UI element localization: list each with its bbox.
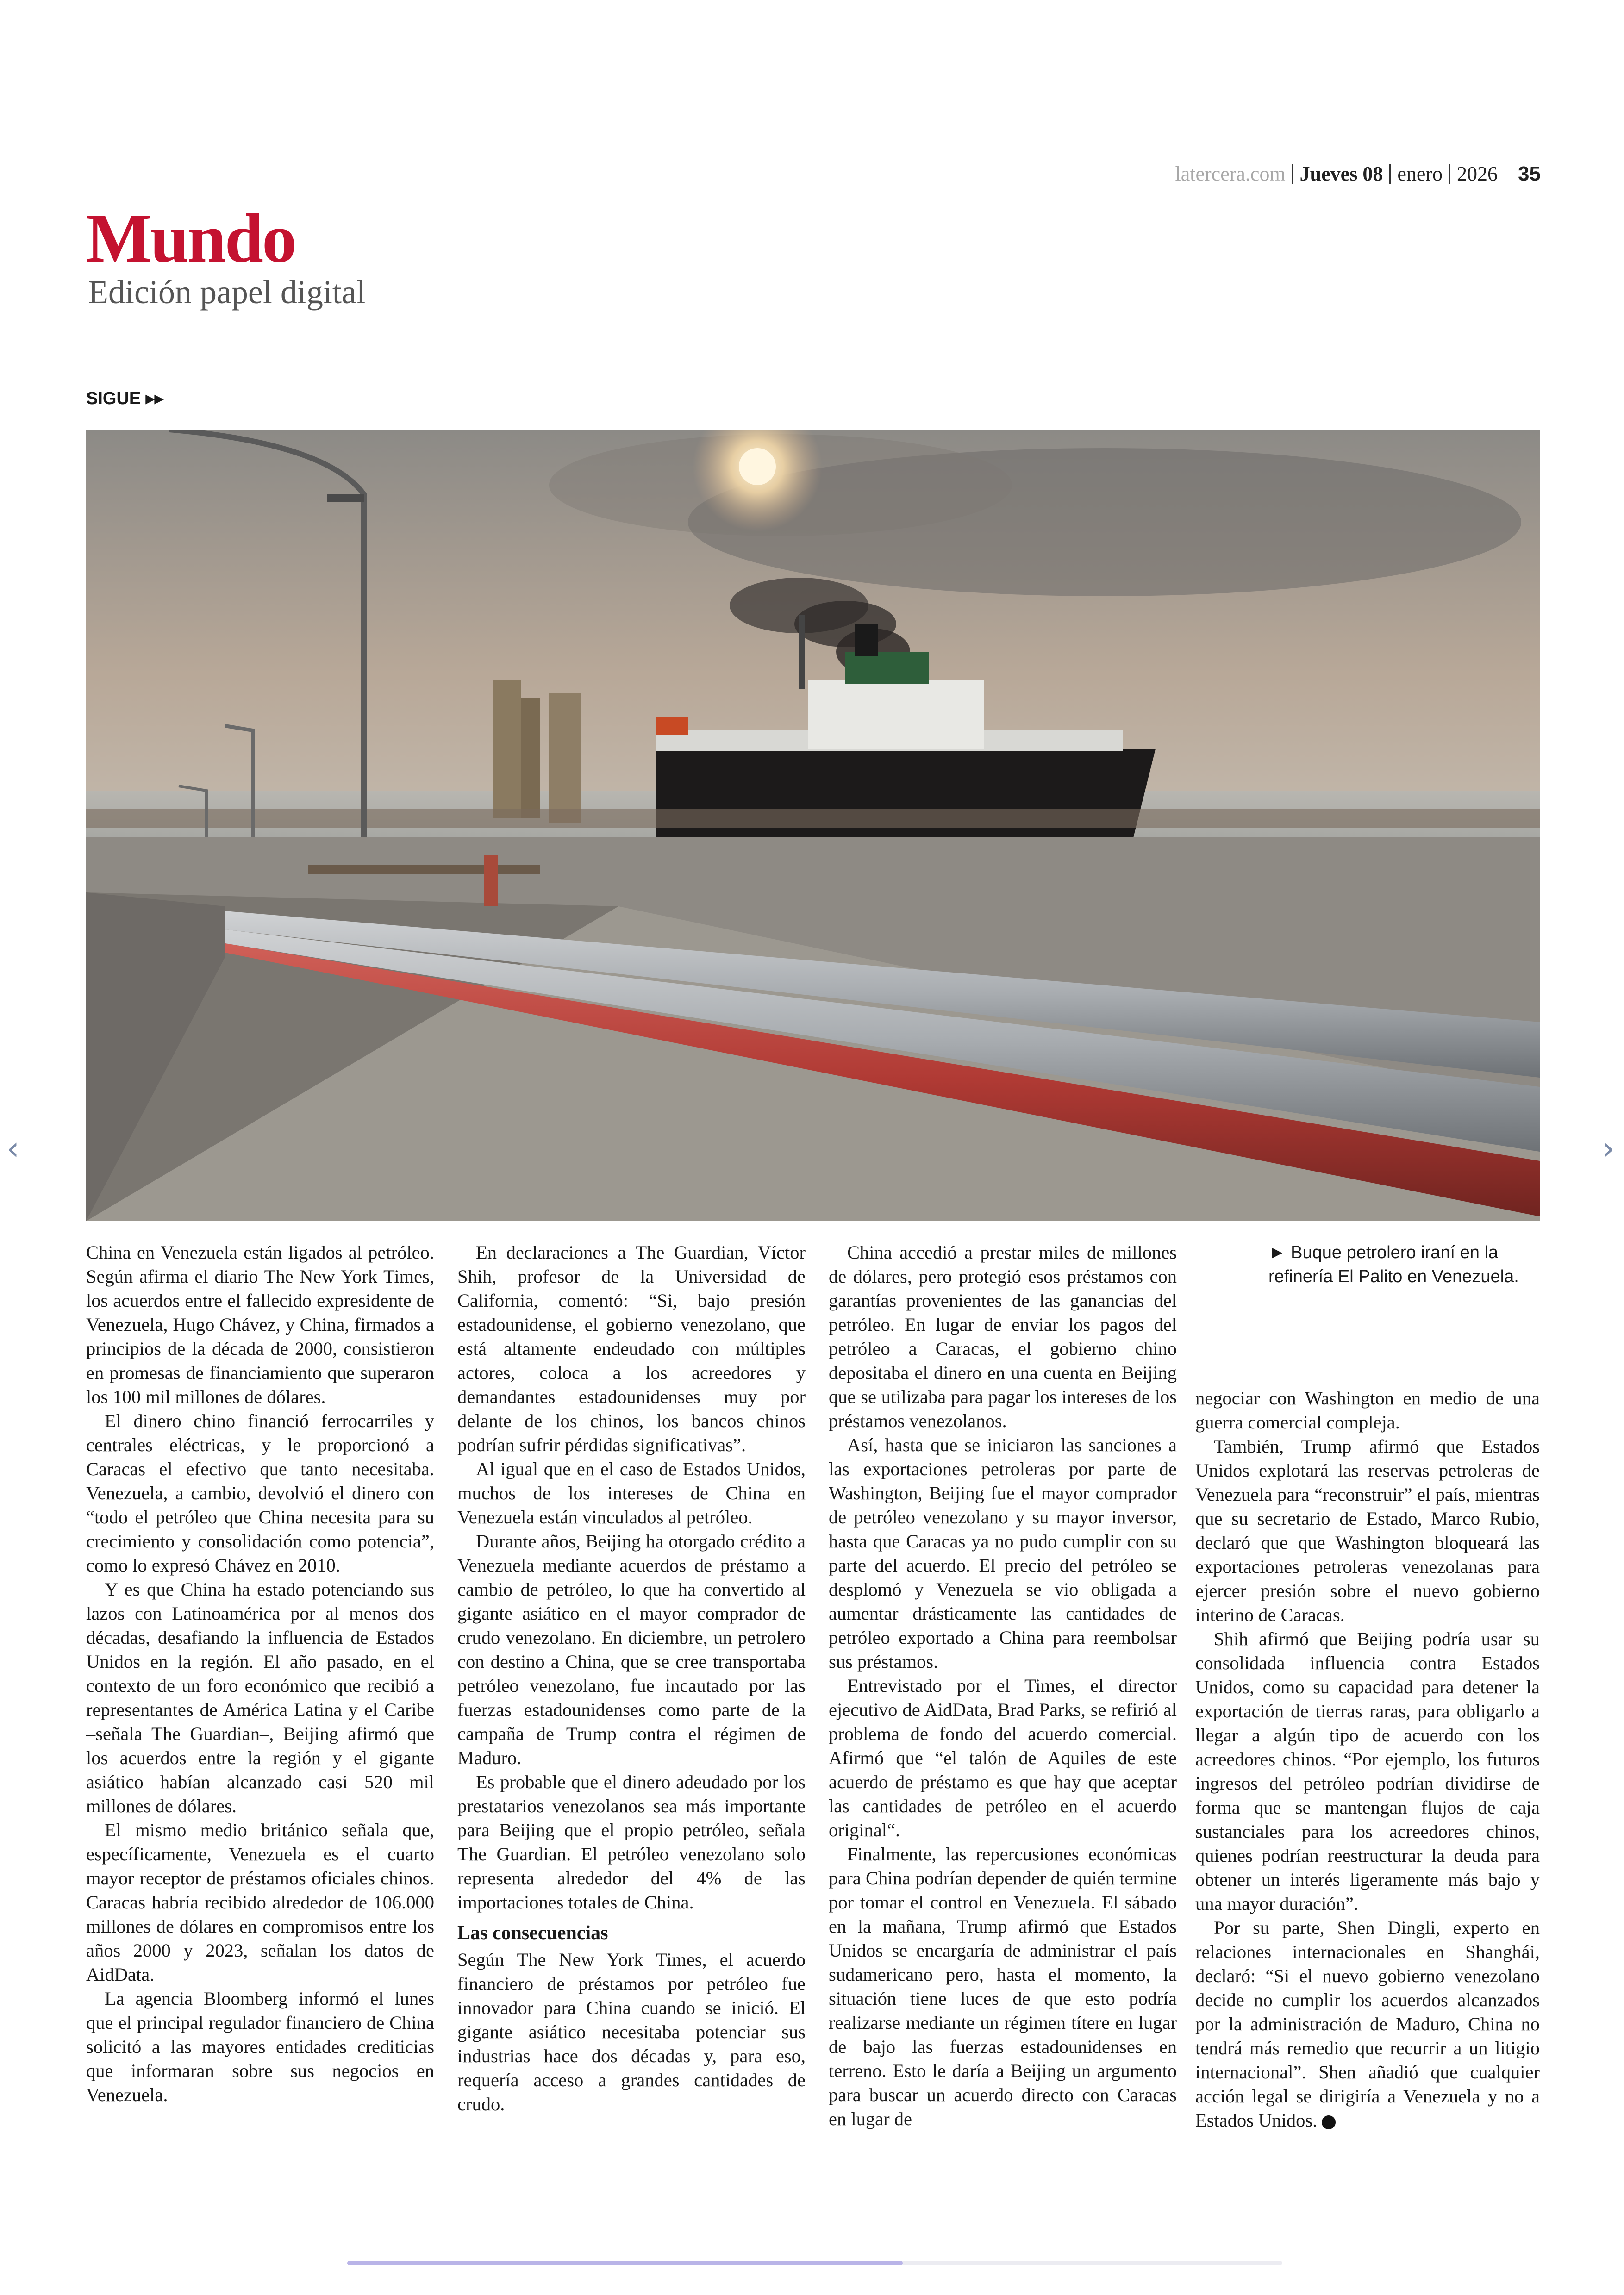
header-year: 2026 — [1457, 162, 1498, 185]
paragraph: Es probable que el dinero adeudado por los prestatarios venezolanos sea más importante para Beijing que el propio petróleo, señala The Guardian. El petróleo venezolano solo representa alrededor del 4% de las importaciones totales de China. — [457, 1771, 806, 1913]
paragraph: Durante años, Beijing ha otorgado crédito a Venezuela mediante acuerdos de préstamo a cambio de petróleo, lo que ha convertido al gigante asiático en el mayor comprador de crudo venezolano. En diciembre, un petrolero con destino a China, que se cree transportaba petróleo venezolano, fue incautado por las fuerzas estadounidenses como parte de la campaña de Trump contra el régimen de Maduro. — [457, 1531, 806, 1768]
page-header — [1175, 162, 1541, 186]
paragraph: El dinero chino financió ferrocarriles y centrales eléctricas, y le proporcionó a Caracas el efectivo que tanto necesitaba. Venezuela, a cambio, devolvió el dinero con “todo el petróleo que China necesita para su crecimiento y consolidación como potencia”, como lo expresó Chávez en 2010. — [86, 1410, 434, 1576]
page-number: 35 — [1518, 162, 1541, 185]
paragraph: negociar con Washington en medio de una guerra comercial compleja. — [1195, 1388, 1540, 1433]
header-separator — [1389, 164, 1391, 184]
header-day: Jueves 08 — [1299, 162, 1383, 185]
paragraph: Y es que China ha estado potenciando sus lazos con Latinoamérica por al menos dos décadas, desafiando la influencia de Estados Unidos en la región. El año pasado, en el contexto de un foro económico que recibió a representantes de América Latina y el Caribe –señala The Guardian–, Beijing afirmó que los acuerdos entre la región y el gigante asiático habían alcanzado casi 520 mil millones de dólares. — [86, 1579, 434, 1816]
prev-page-icon[interactable]: ‹ — [6, 1129, 19, 1167]
next-page-icon[interactable]: › — [1602, 1129, 1615, 1167]
paragraph: China en Venezuela están ligados al petróleo. Según afirma el diario The New York Times, los acuerdos entre el fallecido expresidente de Venezuela, Hugo Chávez, y China, firmados a principios de la década de 2000, consistieron en promesas de financiamiento que superaron los 100 mil millones de dólares. — [86, 1242, 434, 1407]
paragraph: China accedió a prestar miles de millones de dólares, pero protegió esos préstamos con garantías provenientes de las ganancias del petróleo. En lugar de enviar los pagos del petróleo a Caracas, el gobierno chino depositaba el dinero en una cuenta en Beijing que se utilizaba para pagar los intereses de los préstamos venezolanos. — [829, 1242, 1177, 1431]
paragraph: También, Trump afirmó que Estados Unidos explotará las reservas petroleras de Venezuela para “reconstruir” el país, mientras que su secretario de Estado, Marco Rubio, declaró que que Washington bloqueará las exportaciones petroleras venezolanas para ejercer presión sobre el nuevo gobierno interino de Caracas. — [1195, 1436, 1540, 1625]
oil-tanker-photo — [86, 430, 1540, 1221]
edition-subtitle: Edición papel digital — [88, 274, 366, 311]
end-mark-icon — [1322, 2115, 1336, 2129]
paragraph-text: Por su parte, Shen Dingli, experto en relaciones internacionales en Shanghái, declaró: “Si el nuevo gobierno venezolano decide no cumplir los acuerdos alcanzados por la administración de Maduro, China no tendrá más remedio que recurrir a un litigio internacional”. Shen añadió que cualquier acción legal se dirigiría a Venezuela y no a Estados Unidos. — [1195, 1917, 1540, 2131]
paragraph: Al igual que en el caso de Estados Unidos, muchos de los intereses de China en Venezuela están vinculados al petróleo. — [457, 1459, 806, 1528]
article-column-4 — [1195, 1386, 1540, 2133]
section-title: Mundo — [86, 200, 295, 277]
paragraph: Según The New York Times, el acuerdo financiero de préstamos por petróleo fue innovador para China cuando se inició. El gigante asiático necesitaba potenciar sus industrias hace dos décadas y, para eso, requería acceso a grandes cantidades de crudo. — [457, 1949, 806, 2114]
paragraph: Finalmente, las repercusiones económicas para China podrían depender de quién termine por tomar el control en Venezuela. El sábado en la mañana, Trump afirmó que Estados Unidos se encargaría de administrar el país sudamericano pero, hasta el momento, la situación tiene luces de que esto podría realizarse mediante un régimen títere en lugar de bajo las fuerzas estadounidenses en terreno. Esto le daría a Beijing un argumento para buscar un acuerdo directo con Caracas en lugar de — [829, 1844, 1177, 2129]
header-separator — [1292, 164, 1293, 184]
article-column-3 — [829, 1241, 1177, 2131]
paragraph: Así, hasta que se iniciaron las sanciones a las exportaciones petroleras por parte de Washington, Beijing fue el mayor comprador de petróleo venezolano y su mayor inversor, hasta que Caracas ya no pudo cumplir con su parte del acuerdo. El precio del petróleo se desplomó y Venezuela se vio obligada a aumentar drásticamente las cantidades de petróleo exportado a China para reembolsar sus préstamos. — [829, 1434, 1177, 1672]
paragraph: La agencia Bloomberg informó el lunes que el principal regulador financiero de China solicitó a las mayores entidades crediticias que informaran sobre sus negocios en Venezuela. — [86, 1988, 434, 2105]
paragraph: En declaraciones a The Guardian, Víctor Shih, profesor de la Universidad de California, comentó: “Si, bajo presión estadounidense, el gobierno venezolano, que está altamente endeudado con múltiples actores, coloca a los acreedores y demandantes estadounidenses muy por delante de los chinos, los bancos chinos podrían sufrir pérdidas significativas”. — [457, 1242, 806, 1455]
header-month: enero — [1397, 162, 1443, 185]
scroll-thumb[interactable] — [347, 2261, 903, 2265]
photo-caption: ► Buque petrolero iraní en la refinería El Palito en Venezuela. — [1268, 1243, 1519, 1286]
paragraph: Entrevistado por el Times, el director ejecutivo de AidData, Brad Parks, se refirió al problema de fondo del acuerdo comercial. Afirmó que “el talón de Aquiles de este acuerdo de préstamo es que hay que aceptar las cantidades de petróleo en el acuerdo original“. — [829, 1675, 1177, 1840]
site-name: latercera.com — [1175, 162, 1286, 185]
paragraph: El mismo medio británico señala que, específicamente, Venezuela es el cuarto mayor receptor de préstamos oficiales chinos. Caracas habría recibido alrededor de 106.000 millones de dólares en compromisos entre los años 2000 y 2023, señalan los datos de AidData. — [86, 1820, 434, 1985]
article-column-1 — [86, 1241, 434, 2107]
article-column-2 — [457, 1241, 806, 2116]
subheading: Las consecuencias — [457, 1922, 608, 1944]
paragraph — [1195, 1916, 1540, 2133]
header-separator — [1449, 164, 1450, 184]
paragraph: Shih afirmó que Beijing podría usar su consolidada influencia contra Estados Unidos, como su capacidad para detener la exportación de tierras raras, para obligarlo a llegar a algún tipo de acuerdo con los acreedores chinos. “Por ejemplo, los futuros ingresos del petróleo podrían dividirse de forma que se mantengan flujos de caja sustanciales para los acreedores chinos, quienes podrían reestructurar la deuda para obtener un interés ligeramente más bajo y una mayor duración”. — [1195, 1628, 1540, 1914]
sigue-label: SIGUE ▸▸ — [86, 389, 163, 408]
